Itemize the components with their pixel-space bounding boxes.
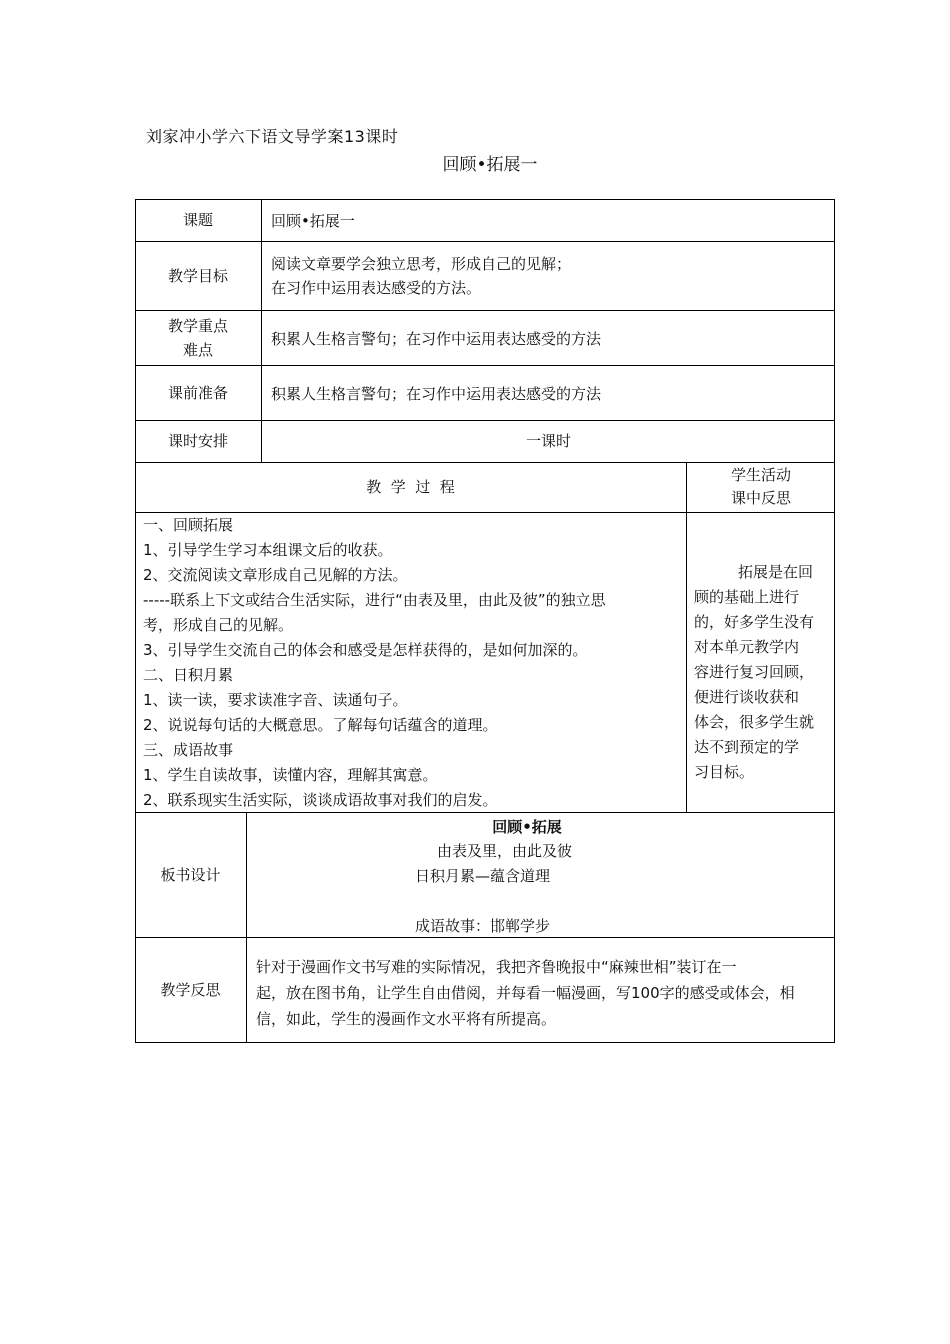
reflection-line: 习目标。 bbox=[694, 763, 755, 781]
board-title: 回顾•拓展 bbox=[492, 818, 562, 836]
goal-line: 阅读文章要学会独立思考，形成自己的见解； bbox=[271, 255, 572, 273]
process-line: 2、说说每句话的大概意思。了解每句话蕴含的道理。 bbox=[143, 716, 498, 734]
prep-label: 课前准备 bbox=[167, 383, 228, 402]
reflection-line: 便进行谈收获和 bbox=[694, 688, 800, 706]
teaching-reflection-label: 教学反思 bbox=[160, 981, 221, 999]
reflection-line: 体会，很多学生就 bbox=[694, 713, 815, 731]
teaching-reflection-value bbox=[256, 954, 831, 1032]
board-line: 成语故事：邯郸学步 bbox=[415, 917, 551, 935]
process-line: -----联系上下文或结合生活实际，进行“由表及里，由此及彼”的独立思 bbox=[143, 591, 606, 609]
reflect-line: 针对于漫画作文书写难的实际情况，我把齐鲁晚报中“麻辣世相”装订在一 bbox=[256, 958, 737, 976]
board-line: 由表及里，由此及彼 bbox=[437, 842, 573, 860]
process-line: 1、读一读，要求读准字音、读通句子。 bbox=[143, 691, 408, 709]
reflect-line: 信，如此，学生的漫画作文水平将有所提高。 bbox=[256, 1010, 557, 1028]
process-line: 一、回顾拓展 bbox=[143, 516, 234, 534]
reflection-line: 达不到预定的学 bbox=[694, 738, 800, 756]
process-line: 2、交流阅读文章形成自己见解的方法。 bbox=[143, 566, 408, 584]
process-line: 二、日积月累 bbox=[143, 666, 234, 684]
key-difficulty-value: 积累人生格言警句；在习作中运用表达感受的方法 bbox=[271, 330, 602, 348]
goal-label: 教学目标 bbox=[167, 266, 228, 285]
reflection-line: 的，好多学生没有 bbox=[694, 613, 815, 631]
topic-value: 回顾•拓展一 bbox=[271, 212, 355, 230]
process-body bbox=[143, 513, 683, 813]
lesson-title: 回顾•拓展一 bbox=[442, 155, 538, 175]
process-line: 2、联系现实生活实际，谈谈成语故事对我们的启发。 bbox=[143, 791, 498, 809]
schedule-value: 一课时 bbox=[525, 432, 571, 450]
student-reflection-note bbox=[694, 560, 830, 785]
process-header: 教 学 过 程 bbox=[366, 478, 455, 496]
document-header: 刘家冲小学六下语文导学案13课时 bbox=[146, 127, 399, 146]
process-line: 3、引导学生交流自己的体会和感受是怎样获得的，是如何加深的。 bbox=[143, 641, 588, 659]
board-design-label: 板书设计 bbox=[160, 865, 221, 884]
topic-label: 课题 bbox=[182, 211, 213, 229]
process-line: 三、成语故事 bbox=[143, 741, 234, 759]
student-activity-header: 学生活动 课中反思 bbox=[730, 466, 791, 507]
reflection-line: 容进行复习回顾， bbox=[694, 663, 815, 681]
process-line: 1、引导学生学习本组课文后的收获。 bbox=[143, 541, 393, 559]
goal-value bbox=[271, 252, 821, 300]
process-line: 1、学生自读故事，读懂内容，理解其寓意。 bbox=[143, 766, 438, 784]
reflection-line: 拓展是在回 bbox=[738, 563, 814, 581]
key-difficulty-label: 教学重点 难点 bbox=[167, 316, 228, 359]
board-line: 日积月累—蕴含道理 bbox=[415, 867, 551, 885]
goal-line: 在习作中运用表达感受的方法。 bbox=[271, 279, 482, 297]
board-design-content bbox=[247, 813, 835, 937]
reflection-line: 顾的基础上进行 bbox=[694, 588, 800, 606]
prep-value: 积累人生格言警句；在习作中运用表达感受的方法 bbox=[271, 385, 602, 403]
process-line: 考，形成自己的见解。 bbox=[143, 616, 294, 634]
schedule-label: 课时安排 bbox=[167, 432, 228, 450]
reflect-line: 起，放在图书角，让学生自由借阅，并每看一幅漫画，写100字的感受或体会，相 bbox=[256, 984, 795, 1002]
reflection-line: 对本单元教学内 bbox=[694, 638, 800, 656]
